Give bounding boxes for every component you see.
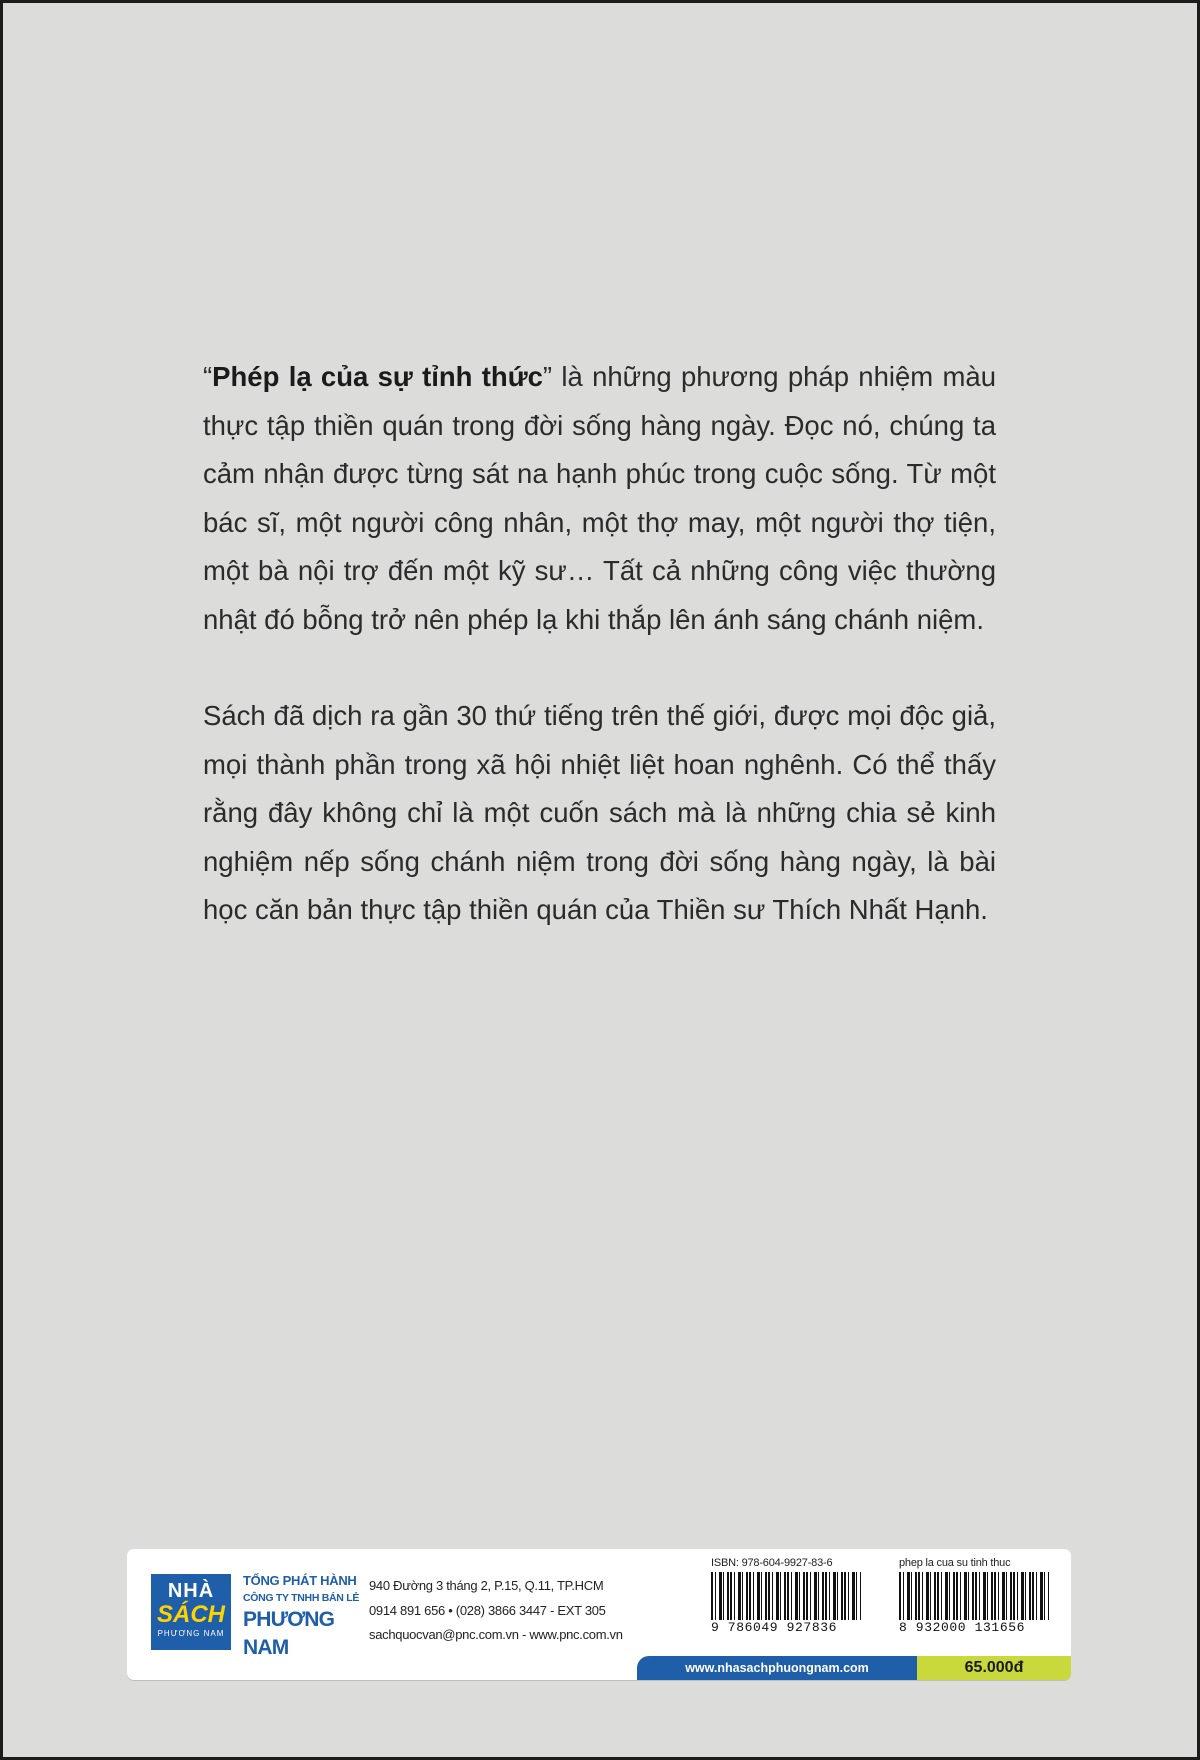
publisher-info-strip [127,1549,1071,1680]
logo-line-1: NHÀ [167,1580,215,1602]
distributor-company: CÔNG TY TNHH BÁN LẺ [243,1592,360,1604]
distributor-name: PHƯƠNG NAM [243,1608,335,1659]
publisher-logo [151,1574,231,1650]
isbn-barcode-bars [711,1572,861,1620]
quote-close: ” [542,361,553,392]
isbn-barcode-digits: 9 786049 927836 [711,1620,838,1635]
distributor-label: TỔNG PHÁT HÀNH [243,1573,357,1588]
book-blurb [203,353,996,935]
blurb-paragraph-1-text: là những phương pháp nhiệm màu thực tập thiền quán trong đời sống hàng ngày. Đọc nó, chúng ta cảm nhận được từng sát na hạnh phúc trong cuộc sống. Từ một bác sĩ, một người công nhân, một thợ may, một người thợ tiện, một bà nội trợ đến một kỹ sư… Tất cả những công việc thường nhật đó bỗng trở nên phép lạ khi thắp lên ánh sáng chánh niệm. [203,361,996,635]
distributor-block [243,1571,368,1662]
price-tag: 65.000đ [917,1656,1071,1680]
blurb-paragraph-1 [203,353,996,644]
quote-open: “ [203,361,213,392]
website-bar: www.nhasachphuongnam.com [637,1656,917,1680]
publisher-address: 940 Đường 3 tháng 2, P.15, Q.11, TP.HCM [369,1578,604,1593]
book-title: Phép lạ của sự tỉnh thức [212,361,543,392]
product-label: phep la cua su tinh thuc [899,1557,1011,1569]
publisher-phone: 0914 891 656 • (028) 3866 3447 - EXT 305 [369,1602,606,1618]
blurb-paragraph-2: Sách đã dịch ra gần 30 thứ tiếng trên thế giới, được mọi độc giả, mọi thành phần trong xã hội nhiệt liệt hoan nghênh. Có thể thấy rằng đây không chỉ là một cuốn sách mà là những chia sẻ kinh nghiệm nếp sống chánh niệm trong đời sống hàng ngày, là bài học căn bản thực tập thiền quán của Thiền sư Thích Nhất Hạnh. [203,700,996,925]
product-barcode-bars [899,1572,1049,1620]
isbn-barcode [711,1556,861,1635]
logo-line-2: SÁCH [156,1601,225,1628]
logo-line-3: PHƯƠNG NAM [157,1629,225,1638]
publisher-contact [369,1574,659,1648]
product-barcode-digits: 8 932000 131656 [899,1620,1026,1635]
isbn-label: ISBN: 978-604-9927-83-6 [711,1557,833,1569]
publisher-email-web: sachquocvan@pnc.com.vn - www.pnc.com.vn [369,1627,623,1642]
product-barcode [899,1556,1049,1635]
